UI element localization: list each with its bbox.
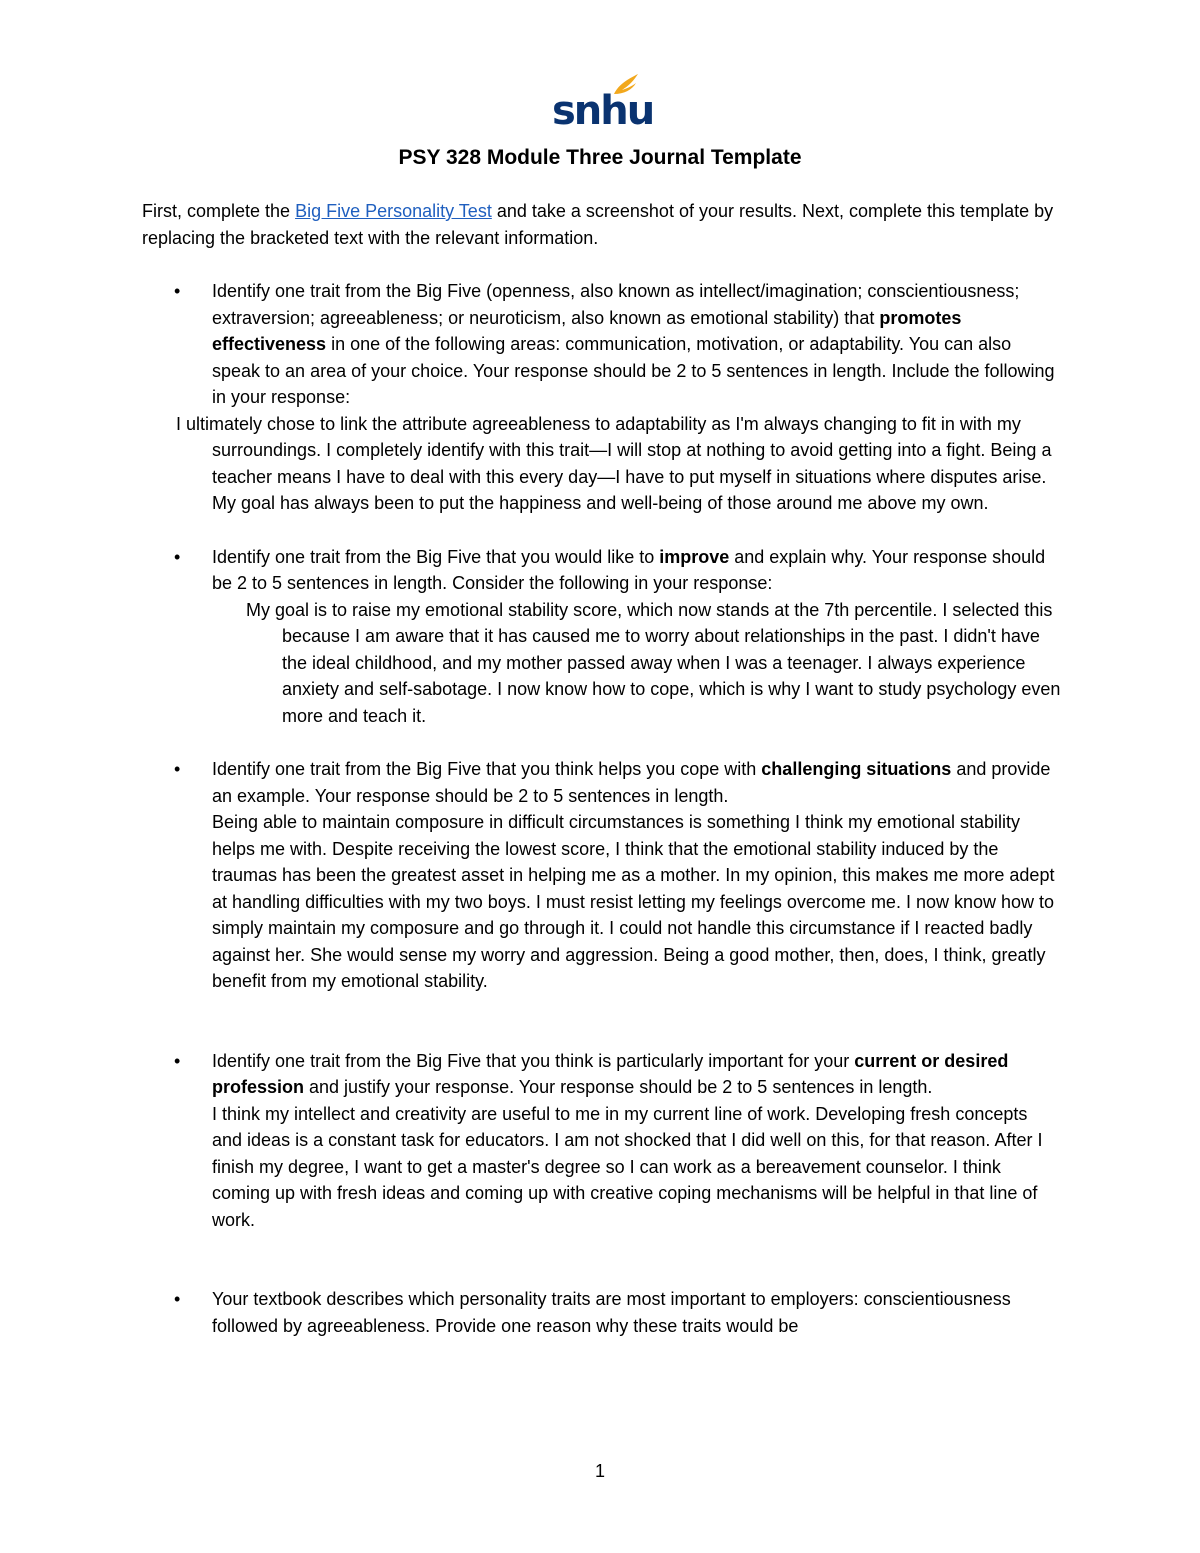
prompt-item-improve bbox=[142, 544, 1062, 730]
prompt-item-challenging bbox=[142, 756, 1062, 995]
prompt-text: Your textbook describes which personality traits are most important to employers: conscientiousness followed by agreeableness. Provide one reason why these traits would be bbox=[212, 1289, 1011, 1336]
prompt-emphasis: current or desired profession bbox=[212, 1050, 1009, 1097]
bullet-icon: • bbox=[174, 281, 181, 301]
prompt-emphasis: promotes effectiveness bbox=[212, 307, 962, 354]
big-five-test-link[interactable]: Big Five Personality Test bbox=[295, 201, 492, 221]
answer-text: My goal is to raise my emotional stability score, which now stands at the 7th percentile. I selected this because I am aware that it has caused me to worry about relationships in the past. I didn't have the ideal childhood, and my mother passed away when I was a teenager. I always experience anxiety and self-sabotage. I now know how to cope, which is why I want to study psychology even more and teach it. bbox=[246, 599, 1061, 726]
prompt-list bbox=[142, 278, 1062, 1339]
answer-text: I ultimately chose to link the attribute agreeableness to adaptability as I'm always changing to fit in with my surroundings. I completely identify with this trait—I will stop at nothing to avoid getting into a fight. Being a teacher means I have to deal with this every day—I have to put myself in situations where disputes arise. My goal has always been to put the happiness and well-being of those around me above my own. bbox=[176, 413, 1052, 513]
intro-text-before: First, complete the bbox=[142, 201, 296, 221]
prompt-emphasis: challenging situations bbox=[761, 759, 952, 779]
bullet-icon: • bbox=[174, 546, 181, 567]
prompt-emphasis: improve bbox=[659, 546, 730, 567]
logo-wordmark: snhu bbox=[552, 88, 654, 134]
answer-text: Being able to maintain composure in difficult circumstances is something I think my emotional stability helps me with. Despite receiving the lowest score, I think that the emotional stability induced by the traumas has been the greatest asset in helping me as a mother. In my opinion, this makes me more adept at handling difficulties with my two boys. I must resist letting my feelings overcome me. I now know how to simply maintain my composure and go through it. I could not handle this circumstance if I reacted badly against her. She would sense my worry and aggression. Being a good mother, then, does, I think, greatly benefit from my emotional stability. bbox=[212, 812, 1055, 991]
snhu-logo bbox=[552, 72, 654, 134]
answer-text: I think my intellect and creativity are useful to me in my current line of work. Developing fresh concepts and ideas is a constant task for educators. I am not shocked that I did well on this, for that reason. After I finish my degree, I want to get a master's degree so I can work as a bereavement counselor. I think coming up with fresh ideas and coming up with creative coping mechanisms will be helpful in that line of work. bbox=[212, 1103, 1043, 1230]
prompt-text: Identify one trait from the Big Five that you think helps you cope with challenging situations and provide an example. Your response should be 2 to 5 sentences in length. bbox=[212, 759, 1051, 806]
intro-paragraph bbox=[142, 198, 1062, 251]
bullet-icon: • bbox=[174, 1050, 181, 1071]
prompt-text: Identify one trait from the Big Five that you would like to improve and explain why. Your response should be 2 to 5 sentences in length. Consider the following in your response: bbox=[212, 546, 1046, 593]
prompt-text: Identify one trait from the Big Five (openness, also known as intellect/imagination; conscientiousness; extraversion; agreeableness; or neuroticism, also known as emotional stability) that promotes effectiveness in one of the following areas: communication, motivation, or adaptability. You can also speak to an area of your choice. Your response should be 2 to 5 sentences in length. Include the following in your response: bbox=[212, 281, 1055, 407]
bullet-icon: • bbox=[174, 1289, 181, 1309]
document-title: PSY 328 Module Three Journal Template bbox=[398, 146, 802, 169]
prompt-text: Identify one trait from the Big Five that you think is particularly important for your current or desired profession and justify your response. Your response should be 2 to 5 sentences in length. bbox=[212, 1050, 1009, 1097]
prompt-item-employers bbox=[142, 1286, 1062, 1339]
page-number: 1 bbox=[594, 1461, 605, 1481]
prompt-item-profession bbox=[142, 1048, 1062, 1234]
document-body bbox=[142, 198, 1062, 1339]
prompt-item-effectiveness bbox=[142, 278, 1062, 517]
intro-text-after: and take a screenshot of your results. Next, complete this template by replacing the bracketed text with the relevant information. bbox=[142, 201, 1054, 248]
bullet-icon: • bbox=[174, 759, 181, 779]
